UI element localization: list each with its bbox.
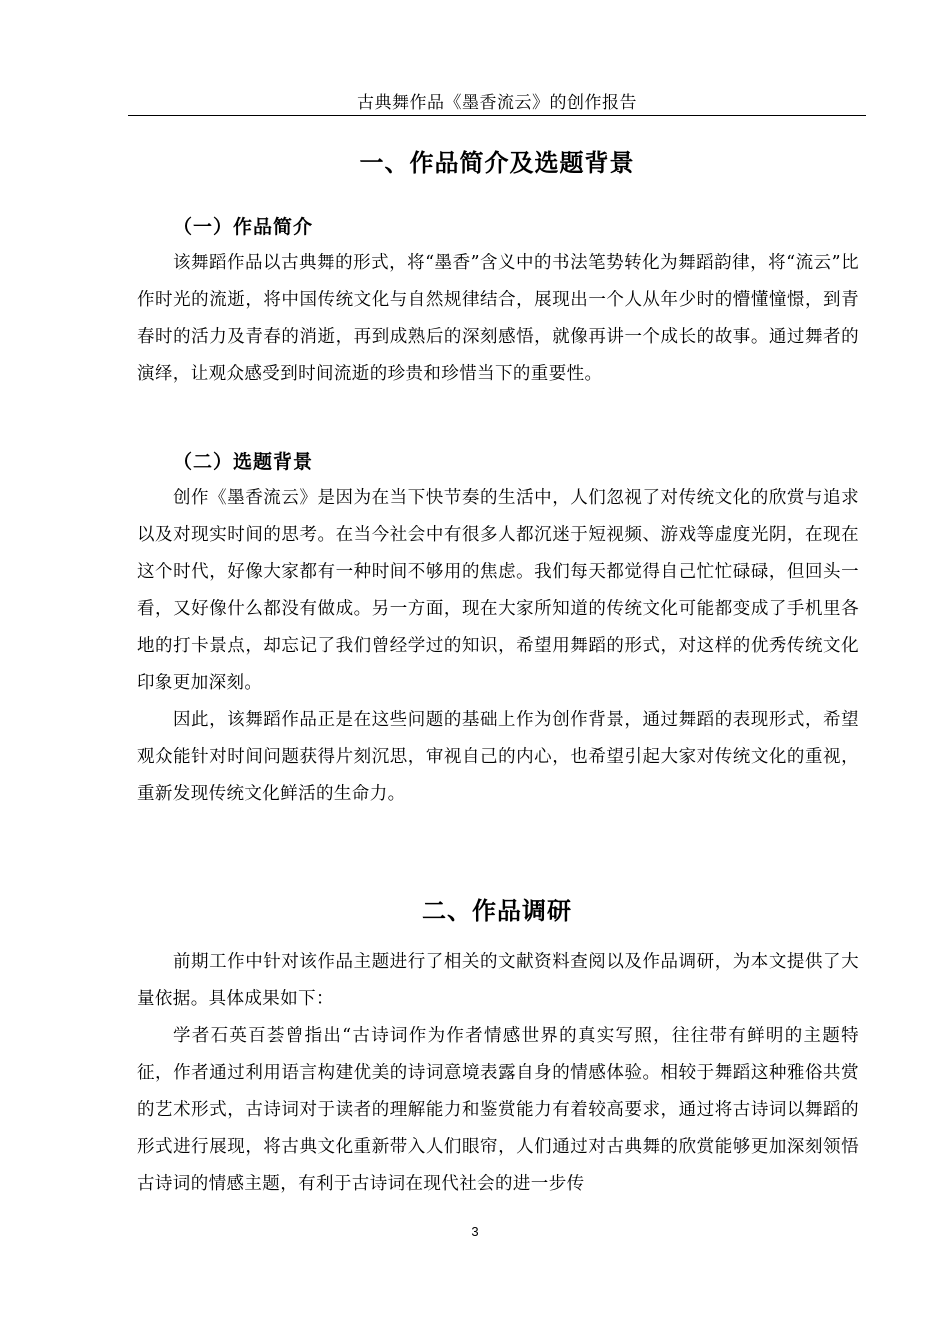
section-2-heading: 二、作品调研 xyxy=(422,897,572,925)
section-1-heading: 一、作品简介及选题背景 xyxy=(359,149,635,177)
subsection-2-heading: （二）选题背景 xyxy=(173,451,314,473)
paragraph: 该舞蹈作品以古典舞的形式，将“墨香”含义中的书法笔势转化为舞蹈韵律，将“流云”比作时光的流逝，将中国传统文化与自然规律结合，展现出一个人从年少时的懵懂憧憬，到青春时的活力及青春的消逝，再到成熟后的深刻感悟，就像再讲一个成长的故事。通过舞者的演绎，让观众感受到时间流逝的珍贵和珍惜当下的重要性。 xyxy=(137,253,859,384)
header-rule xyxy=(128,115,866,116)
paragraph: 学者石英百荟曾指出“古诗词作为作者情感世界的真实写照，往往带有鲜明的主题特征，作者通过利用语言构建优美的诗词意境表露自身的情感体验。相较于舞蹈这种雅俗共赏的艺术形式，古诗词对于读者的理解能力和鉴赏能力有着较高要求，通过将古诗词以舞蹈的形式进行展现，将古典文化重新带入人们眼帘，人们通过对古典舞的欣赏能够更加深刻领悟古诗词的情感主题，有利于古诗词在现代社会的进一步传 xyxy=(137,1026,859,1194)
paragraph: 创作《墨香流云》是因为在当下快节奏的生活中，人们忽视了对传统文化的欣赏与追求以及对现实时间的思考。在当今社会中有很多人都沉迷于短视频、游戏等虚度光阴，在现在这个时代，好像大家都有一种时间不够用的焦虑。我们每天都觉得自己忙忙碌碌，但回头一看，又好像什么都没有做成。另一方面，现在大家所知道的传统文化可能都变成了手机里各地的打卡景点，却忘记了我们曾经学过的知识，希望用舞蹈的形式，对这样的优秀传统文化印象更加深刻。 xyxy=(137,488,859,693)
running-header: 古典舞作品《墨香流云》的创作报告 xyxy=(357,93,637,113)
subsection-1-heading: （一）作品简介 xyxy=(173,216,314,238)
paragraph: 因此，该舞蹈作品正是在这些问题的基础上作为创作背景，通过舞蹈的表现形式，希望观众能针对时间问题获得片刻沉思，审视自己的内心，也希望引起大家对传统文化的重视，重新发现传统文化鲜活的生命力。 xyxy=(137,710,859,804)
page-number: 3 xyxy=(471,1224,479,1239)
paragraph: 前期工作中针对该作品主题进行了相关的文献资料查阅以及作品调研，为本文提供了大量依据。具体成果如下： xyxy=(137,952,859,1009)
